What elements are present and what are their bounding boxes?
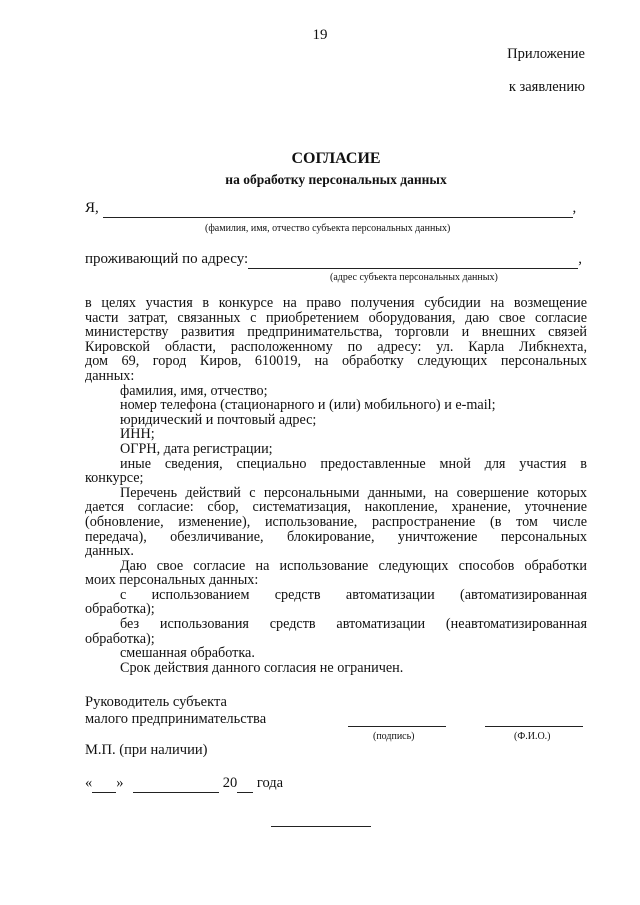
date-line: [85, 775, 283, 793]
actions-line: дается согласие: сбор, систематизация, накопление, хранение, уточнение: [85, 499, 587, 516]
other-line: конкурсе;: [85, 470, 144, 487]
mixed-line: смешанная обработка.: [120, 645, 255, 662]
signature-line[interactable]: [348, 726, 446, 727]
year-prefix: 20: [222, 775, 238, 791]
intro-line: министерству развития предпринимательства, торговли и внешних связей: [85, 324, 587, 341]
intro-line: в целях участия в конкурсе на право получения субсидии на возмещение: [85, 295, 587, 311]
data-item: ОГРН, дата регистрации;: [120, 440, 273, 457]
auto-line: с использованием средств автоматизации (автоматизированная: [120, 586, 587, 603]
data-item: номер телефона (стационарного и (или) мобильного) и e-mail;: [120, 397, 496, 414]
person-name-field[interactable]: [103, 200, 573, 218]
actions-line: данных.: [85, 543, 134, 560]
data-item: ИНН;: [120, 426, 155, 443]
month-field[interactable]: [133, 775, 219, 793]
document-title: СОГЛАСИЕ: [291, 150, 381, 167]
role-line1: Руководитель субъекта: [85, 694, 227, 710]
person-prefix: Я,: [85, 200, 99, 216]
methods-line: Даю свое согласие на использование следующих способов обработки: [120, 557, 587, 574]
intro-line: части затрат, связанных с приобретением оборудования, даю свое согласие: [85, 309, 587, 326]
date-close-quote: »: [116, 775, 124, 791]
person-line: [85, 200, 576, 218]
name-caption: (Ф.И.О.): [514, 731, 551, 742]
intro-line: данных:: [85, 367, 135, 384]
address-caption: (адрес субъекта персональных данных): [330, 272, 498, 283]
year-suffix: года: [256, 775, 284, 791]
actions-line: (обновление, изменение), использование, распространение (в том числе: [85, 513, 587, 530]
methods-line: моих персональных данных:: [85, 572, 259, 589]
appendix-line1: Приложение: [507, 46, 585, 62]
nonauto-line: обработка);: [85, 630, 155, 647]
page-number: 19: [312, 27, 328, 43]
address-prefix: проживающий по адресу:: [85, 251, 249, 267]
address-line: [85, 251, 582, 269]
actions-line: передача), обезличивание, блокирование, уничтожение персональных: [85, 528, 587, 545]
document-subtitle: на обработку персональных данных: [225, 172, 447, 187]
term-line: Срок действия данного согласия не ограничен.: [120, 659, 404, 676]
appendix-line2: к заявлению: [508, 79, 585, 95]
year-field[interactable]: [237, 775, 253, 793]
intro-line: Кировской области, расположенному по адресу: ул. Карла Либкнехта,: [85, 338, 587, 355]
address-suffix: ,: [578, 251, 582, 267]
day-field[interactable]: [92, 775, 116, 793]
auto-line: обработка);: [85, 601, 155, 618]
data-item: юридический и почтовый адрес;: [120, 411, 317, 428]
date-open-quote: «: [85, 775, 93, 791]
data-item: фамилия, имя, отчество;: [120, 382, 268, 399]
role-line2: малого предпринимательства: [85, 711, 267, 727]
intro-line: дом 69, город Киров, 610019, на обработку следующих персональных: [85, 353, 587, 370]
actions-line: Перечень действий с персональными данными, на совершение которых: [120, 484, 587, 501]
nonauto-line: без использования средств автоматизации (неавтоматизированная: [120, 616, 587, 633]
consent-body: [85, 296, 587, 675]
stamp-note: М.П. (при наличии): [85, 742, 208, 758]
name-line[interactable]: [485, 726, 583, 727]
address-field[interactable]: [248, 251, 578, 269]
signature-caption: (подпись): [373, 731, 415, 742]
closing-rule: [271, 826, 371, 827]
person-suffix: ,: [572, 200, 577, 216]
other-line: иные сведения, специально предоставленные мной для участия в: [120, 455, 587, 472]
person-caption: (фамилия, имя, отчество субъекта персональных данных): [205, 223, 451, 234]
